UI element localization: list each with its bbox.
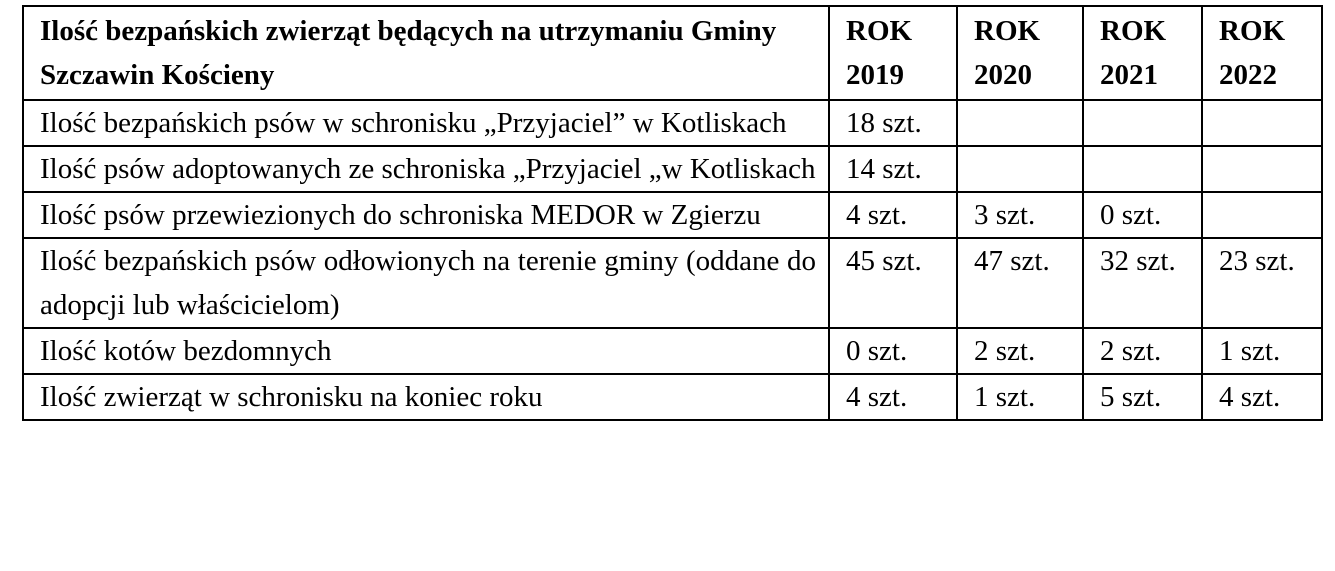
cell-2021: 5 szt.	[1083, 374, 1202, 420]
cell-2019: 18 szt.	[829, 100, 957, 146]
row-label: Ilość psów przewiezionych do schroniska MEDOR w Zgierzu	[23, 192, 829, 238]
header-year-word: ROK	[1219, 15, 1286, 47]
header-year-number: 2020	[974, 59, 1032, 91]
table-row	[23, 374, 1322, 420]
cell-2022	[1202, 192, 1322, 238]
row-label: Ilość zwierząt w schronisku na koniec roku	[23, 374, 829, 420]
header-year-word: ROK	[846, 15, 913, 47]
cell-2019: 4 szt.	[829, 192, 957, 238]
cell-2019: 14 szt.	[829, 146, 957, 192]
header-year-number: 2019	[846, 59, 904, 91]
header-label: Ilość bezpańskich zwierząt będących na utrzymaniu Gminy Szczawin Kościeny	[23, 6, 829, 100]
cell-2021: 2 szt.	[1083, 328, 1202, 374]
header-year-2022	[1202, 6, 1322, 100]
cell-2021	[1083, 146, 1202, 192]
header-year-number: 2021	[1100, 59, 1158, 91]
table-row	[23, 238, 1322, 328]
header-year-2019	[829, 6, 957, 100]
cell-2020: 3 szt.	[957, 192, 1083, 238]
cell-2020: 47 szt.	[957, 238, 1083, 328]
cell-2021	[1083, 100, 1202, 146]
cell-2022: 4 szt.	[1202, 374, 1322, 420]
cell-2019: 45 szt.	[829, 238, 957, 328]
cell-2020: 2 szt.	[957, 328, 1083, 374]
header-year-word: ROK	[974, 15, 1041, 47]
cell-2022: 23 szt.	[1202, 238, 1322, 328]
table-row	[23, 146, 1322, 192]
row-label: Ilość psów adoptowanych ze schroniska „Przyjaciel „w Kotliskach	[23, 146, 829, 192]
header-row	[23, 6, 1322, 100]
cell-2022: 1 szt.	[1202, 328, 1322, 374]
header-year-2020	[957, 6, 1083, 100]
cell-2022	[1202, 146, 1322, 192]
cell-2020: 1 szt.	[957, 374, 1083, 420]
cell-2022	[1202, 100, 1322, 146]
cell-2020	[957, 146, 1083, 192]
header-year-2021	[1083, 6, 1202, 100]
cell-2019: 0 szt.	[829, 328, 957, 374]
cell-2019: 4 szt.	[829, 374, 957, 420]
header-year-number: 2022	[1219, 59, 1277, 91]
animals-table	[22, 5, 1323, 421]
cell-2021: 32 szt.	[1083, 238, 1202, 328]
row-label: Ilość bezpańskich psów w schronisku „Przyjaciel” w Kotliskach	[23, 100, 829, 146]
header-year-word: ROK	[1100, 15, 1167, 47]
cell-2021: 0 szt.	[1083, 192, 1202, 238]
table-row	[23, 192, 1322, 238]
row-label: Ilość bezpańskich psów odłowionych na terenie gminy (oddane do adopcji lub właścicielom)	[23, 238, 829, 328]
table-row	[23, 100, 1322, 146]
table-row	[23, 328, 1322, 374]
row-label: Ilość kotów bezdomnych	[23, 328, 829, 374]
cell-2020	[957, 100, 1083, 146]
